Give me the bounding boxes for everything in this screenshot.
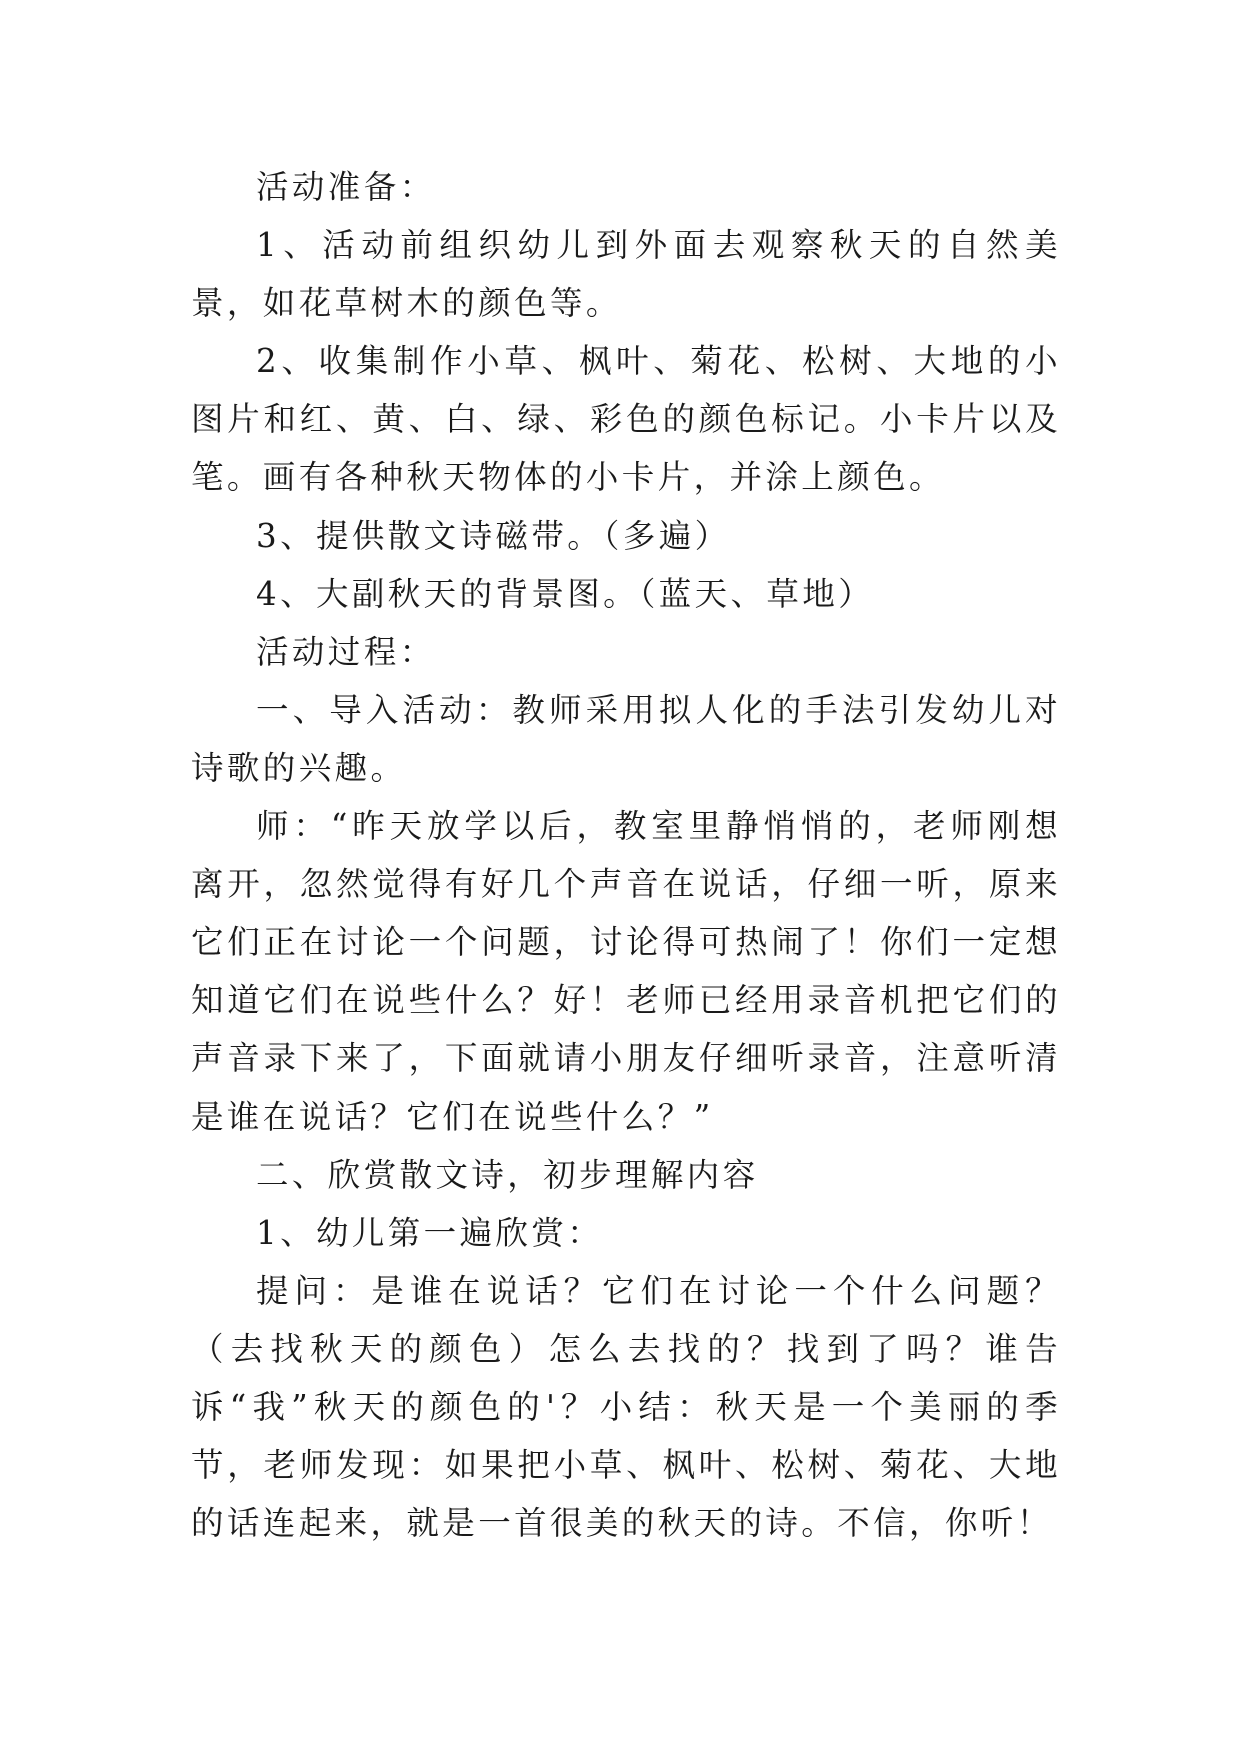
first-listening: 1、幼儿第一遍欣赏： bbox=[256, 1213, 604, 1252]
heading-activity-process: 活动过程： bbox=[256, 632, 436, 671]
heading-activity-preparation: 活动准备： bbox=[256, 168, 436, 206]
preparation-item-1: 1、活动前组织幼儿到外面去观察秋天的自然美景，如花草树木的颜色等。 bbox=[191, 226, 1061, 323]
preparation-item-4: 4、大副秋天的背景图。（蓝天、草地） bbox=[256, 574, 875, 613]
teacher-speech: 师：“昨天放学以后，教室里静悄悄的，老师刚想离开，忽然觉得有好几个声音在说话，仔细一听，原来它们正在讨论一个问题，讨论得可热闹了！你们一定想知道它们在说些什么？好！老师已经用录音机把它们的声音录下来了，下面就请小朋友仔细听录音，注意听清是谁在说话？它们在说些什么？” bbox=[191, 807, 1061, 1136]
document-body bbox=[191, 158, 1061, 1552]
process-step-2: 二、欣赏散文诗，初步理解内容 bbox=[256, 1155, 759, 1194]
questions-and-summary: 提问：是谁在说话？它们在讨论一个什么问题？（去找秋天的颜色）怎么去找的？找到了吗？谁告诉“我”秋天的颜色的'？小结：秋天是一个美丽的季节，老师发现：如果把小草、枫叶、松树、菊花、大地的话连起来，就是一首很美的秋天的诗。不信，你听！ bbox=[191, 1271, 1061, 1543]
preparation-item-3: 3、提供散文诗磁带。（多遍） bbox=[256, 516, 731, 555]
preparation-item-2: 2、收集制作小草、枫叶、菊花、松树、大地的小图片和红、黄、白、绿、彩色的颜色标记。小卡片以及笔。画有各种秋天物体的小卡片，并涂上颜色。 bbox=[191, 342, 1061, 497]
process-step-1: 一、导入活动：教师采用拟人化的手法引发幼儿对诗歌的兴趣。 bbox=[191, 690, 1061, 787]
